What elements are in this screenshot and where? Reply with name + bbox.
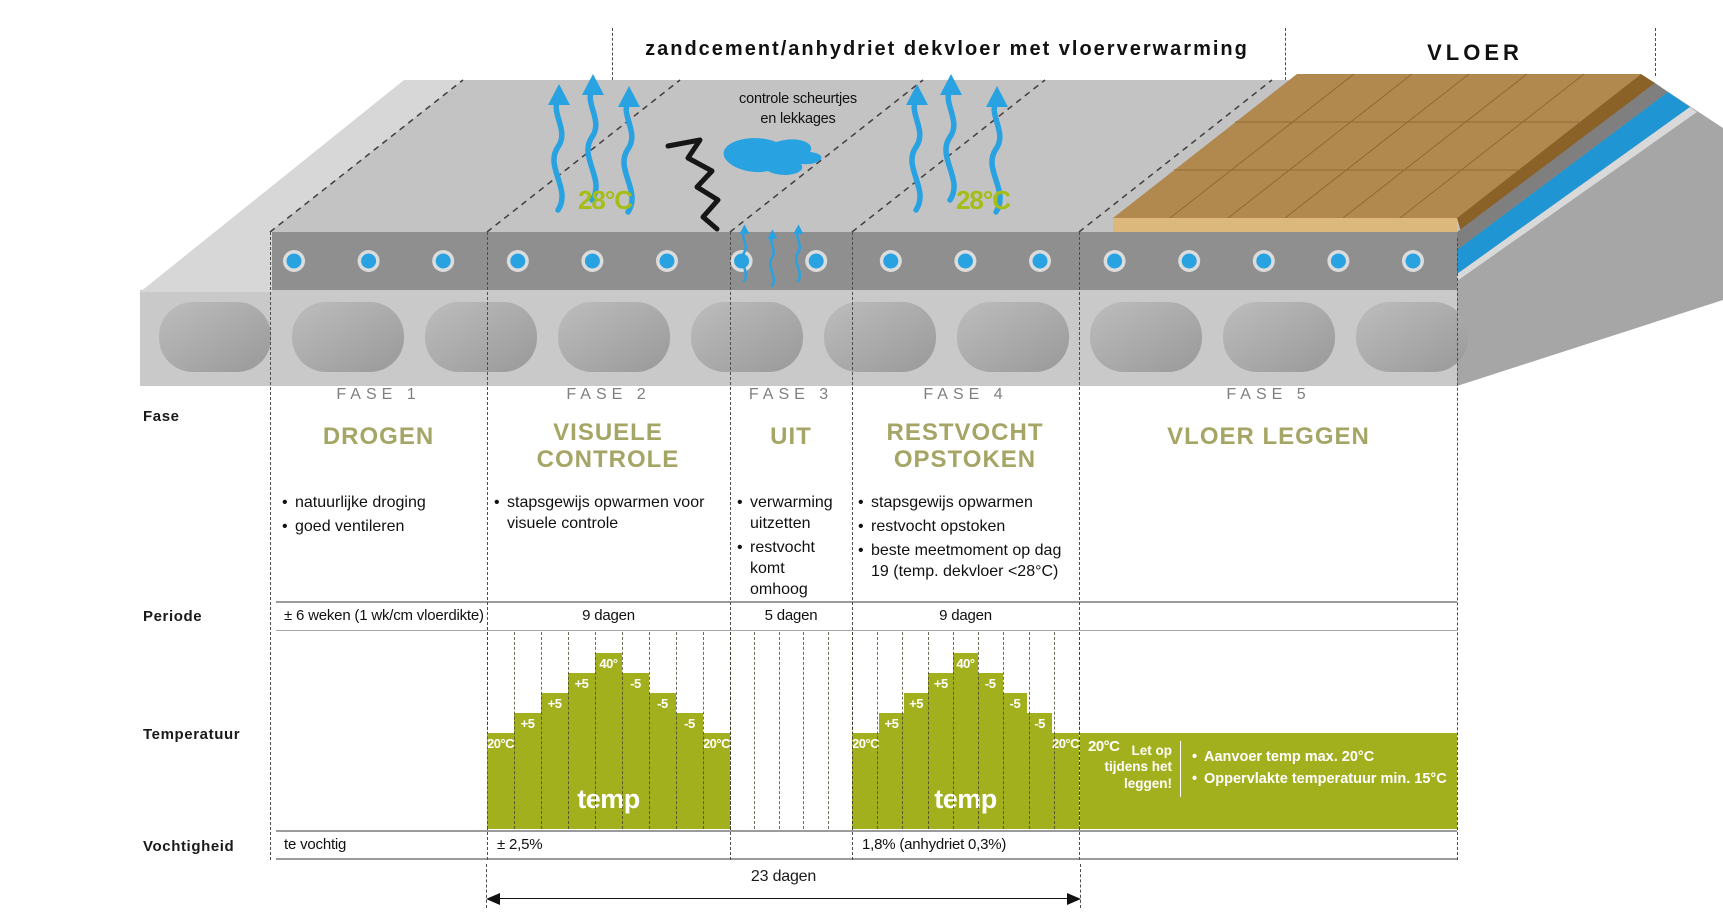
heating-pipe-icon — [1107, 254, 1122, 269]
hollow-core-hole — [425, 302, 537, 372]
step-label: +5 — [909, 696, 924, 711]
vloer-zone-title: VLOER — [1427, 40, 1523, 65]
step-label: -5 — [1034, 716, 1045, 731]
step-label: 20°C — [852, 736, 880, 751]
fase1-title: DROGEN — [322, 423, 435, 450]
step-label: 40° — [956, 656, 975, 671]
letop-bullet: • Oppervlakte temperatuur min. 15°C — [1192, 768, 1447, 790]
fase1-bullets — [282, 492, 482, 540]
row-label-fase: Fase — [143, 408, 180, 425]
step-label: -5 — [630, 676, 641, 691]
phase-boundary-line — [270, 232, 271, 860]
total-duration-label: 23 dagen — [750, 868, 817, 885]
temp-center-label: temp — [934, 784, 997, 814]
hollow-core-hole — [957, 302, 1069, 372]
phase-boundary-line — [1655, 28, 1656, 76]
fase4-label: FASE 4 — [923, 386, 1008, 403]
bullet-item: • restvocht komt omhoog — [737, 537, 843, 600]
temp-center-label: temp — [577, 784, 640, 814]
row-label-vochtigheid: Vochtigheid — [143, 838, 235, 855]
fase2-label: FASE 2 — [566, 386, 651, 403]
step-label: +5 — [547, 696, 562, 711]
step-label: 20°C — [1051, 736, 1080, 751]
phase-boundary-line — [1457, 238, 1458, 860]
heating-pipe-icon — [287, 254, 302, 269]
row-label-periode: Periode — [143, 608, 203, 625]
step-label: +5 — [520, 716, 535, 731]
vochtigheid-fase2: ± 2,5% — [497, 836, 543, 853]
bullet-item: • verwarming uitzetten — [737, 492, 843, 534]
periode-row-bottom-line — [276, 630, 1457, 631]
heating-pipe-icon — [361, 254, 376, 269]
hollow-core-hole — [292, 302, 404, 372]
fase5-label: FASE 5 — [1226, 386, 1311, 403]
fase3-bullets — [737, 492, 843, 604]
periode-fase2: 9 dagen — [582, 607, 635, 624]
bullet-item: • goed ventileren — [282, 516, 482, 537]
step-label: 40° — [599, 656, 618, 671]
periode-fase4: 9 dagen — [939, 607, 992, 624]
fase3-title: UIT — [770, 423, 812, 450]
vochtigheid-fase4: 1,8% (anhydriet 0,3%) — [862, 836, 1007, 853]
leak-note — [718, 90, 878, 129]
page-title: zandcement/anhydriet dekvloer met vloerverwarming — [645, 38, 1249, 60]
surface-temp-fase4: 28°C — [955, 185, 1011, 215]
hollow-core-hole — [691, 302, 803, 372]
vochtigheid-row-bottom-line — [276, 858, 1457, 860]
bullet-item: • natuurlijke droging — [282, 492, 482, 513]
hollow-core-hole — [1090, 302, 1202, 372]
surface-temp-fase2: 28°C — [577, 185, 633, 215]
periode-row-top-line — [276, 601, 1457, 603]
fase4-title: RESTVOCHT OPSTOKEN — [886, 419, 1044, 473]
fase5-start-temp: 20°C — [1088, 738, 1120, 755]
temperature-chart-fase4 — [852, 653, 1079, 829]
vochtigheid-fase1: te vochtig — [284, 836, 347, 853]
heating-pipe-icon — [436, 254, 451, 269]
hollow-core-hole — [1356, 302, 1468, 372]
leak-note-line1: controle scheurtjes — [739, 91, 857, 107]
heating-pipe-icon — [660, 254, 675, 269]
fase3-label: FASE 3 — [748, 386, 834, 403]
fase1-label: FASE 1 — [336, 386, 421, 403]
heating-pipe-icon — [1033, 254, 1048, 269]
fase2-bullets — [494, 492, 726, 537]
bullet-item: • beste meetmoment op dag 19 (temp. dekvloer <28°C) — [858, 540, 1078, 582]
bullet-item: • stapsgewijs opwarmen — [858, 492, 1078, 513]
vochtigheid-row-top-line — [276, 830, 1457, 832]
step-label: -5 — [984, 676, 996, 691]
fase5-temperature-block — [1080, 733, 1457, 829]
hollow-core-hole — [558, 302, 670, 372]
letop-divider — [1180, 741, 1181, 797]
total-duration-arrow — [486, 893, 1081, 905]
heating-pipe-icon — [1182, 254, 1197, 269]
fase4-bullets — [858, 492, 1078, 585]
leak-note-line2: en lekkages — [760, 110, 836, 127]
fase2-title: VISUELE CONTROLE — [536, 419, 680, 473]
periode-fase1: ± 6 weken (1 wk/cm vloerdikte) — [284, 607, 484, 624]
step-label: +5 — [884, 716, 899, 731]
step-label: -5 — [684, 716, 695, 731]
heating-pipe-icon — [809, 254, 824, 269]
heating-pipe-icon — [585, 254, 600, 269]
hollow-core-hole — [1223, 302, 1335, 372]
step-label: +5 — [574, 676, 589, 691]
step-label: 20°C — [702, 736, 730, 751]
hollow-core-hole — [159, 302, 271, 372]
letop-heading: Let op tijdens het leggen! — [1104, 743, 1172, 791]
phase-boundary-line — [730, 232, 731, 860]
step-label: -5 — [657, 696, 668, 711]
row-label-temperatuur: Temperatuur — [143, 726, 241, 743]
bullet-item: • stapsgewijs opwarmen voor visuele controle — [494, 492, 726, 534]
bullet-item: • restvocht opstoken — [858, 516, 1078, 537]
temperature-chart-fase2 — [487, 653, 730, 829]
heating-pipe-icon — [958, 254, 973, 269]
fase5-title: VLOER LEGGEN — [1167, 423, 1370, 450]
hollow-core-hole — [824, 302, 936, 372]
heating-pipe-icon — [1406, 254, 1421, 269]
step-label: +5 — [933, 676, 948, 691]
step-label: -5 — [1009, 696, 1021, 711]
letop-bullet: • Aanvoer temp max. 20°C — [1192, 746, 1447, 768]
heating-pipe-icon — [510, 254, 525, 269]
heating-pipe-icon — [1331, 254, 1346, 269]
heating-pipe-icon — [1256, 254, 1271, 269]
step-label: 20°C — [487, 736, 515, 751]
periode-fase3: 5 dagen — [764, 607, 818, 624]
heating-pipe-icon — [883, 254, 898, 269]
letop-bullets — [1192, 746, 1447, 791]
